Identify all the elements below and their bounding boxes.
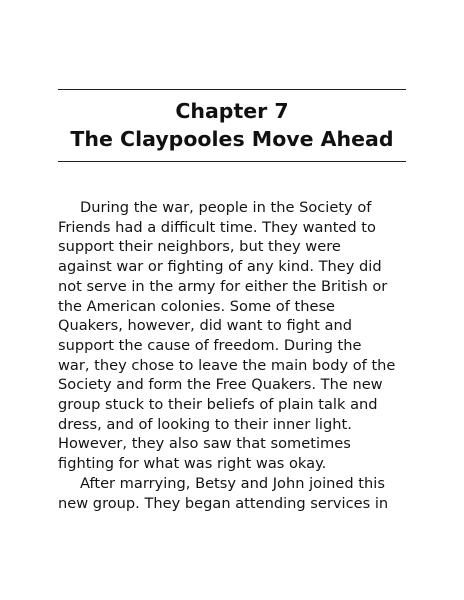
text-line: not serve in the army for either the British or (58, 277, 388, 295)
text-line: the American colonies. Some of these (58, 297, 336, 315)
text-line: Friends had a difficult time. They wanted to (58, 218, 376, 236)
text-line: However, they also saw that sometimes (58, 435, 351, 453)
text-line: new group. They began attending services in (58, 494, 389, 512)
text-line: group stuck to their beliefs of plain talk and (58, 396, 378, 414)
bottom-rule (58, 161, 406, 162)
paragraph (58, 198, 410, 474)
top-rule (58, 89, 406, 90)
text-line: After marrying, Betsy and John joined this (80, 474, 385, 492)
paragraph (58, 474, 410, 513)
chapter-title: The Claypooles Move Ahead (70, 127, 394, 151)
text-line: support their neighbors, but they were (58, 238, 341, 256)
text-line: support the cause of freedom. During the (58, 336, 362, 354)
text-line: fighting for what was right was okay. (58, 455, 327, 473)
text-line: war, they chose to leave the main body of the (58, 356, 396, 374)
chapter-heading (58, 97, 406, 153)
text-line: Quakers, however, did want to fight and (58, 317, 352, 335)
chapter-number: Chapter 7 (175, 99, 289, 123)
text-line: against war or fighting of any kind. They did (58, 258, 382, 276)
text-line: dress, and of looking to their inner light. (58, 415, 352, 433)
text-line: During the war, people in the Society of (80, 199, 372, 216)
body-text (58, 198, 410, 513)
text-line: Society and form the Free Quakers. The new (58, 376, 383, 394)
